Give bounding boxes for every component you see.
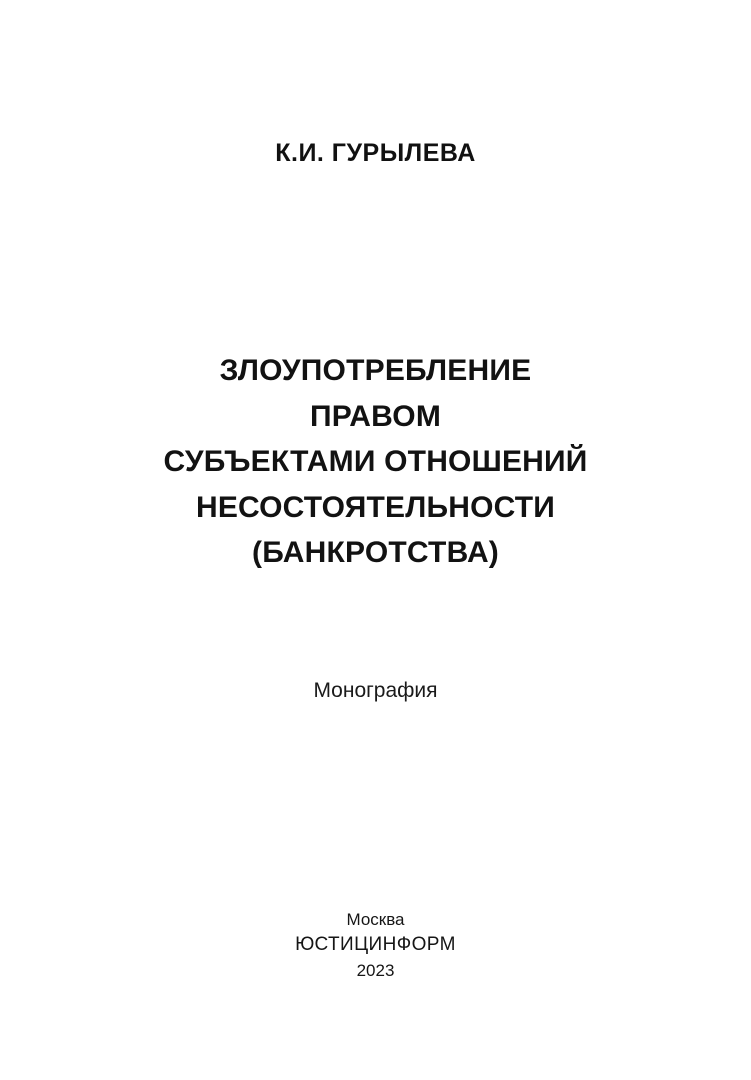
book-title: [0, 348, 751, 576]
title-line: ПРАВОМ: [309, 399, 442, 433]
title-line: ЗЛОУПОТРЕБЛЕНИЕ: [219, 354, 532, 387]
title-line: СУБЪЕКТАМИ ОТНОШЕНИЙ: [163, 445, 588, 479]
author-name: К.И. ГУРЫЛЕВА: [275, 139, 476, 167]
imprint-year: 2023: [356, 961, 395, 981]
title-line: (БАНКРОТСТВА): [252, 536, 499, 570]
document-type-subtitle: Монография: [313, 679, 438, 702]
imprint-block: [0, 908, 751, 983]
imprint-city: Москва: [346, 910, 405, 929]
title-line: НЕСОСТОЯТЕЛЬНОСТИ: [195, 490, 556, 524]
imprint-publisher: ЮСТИЦИНФОРМ: [295, 934, 456, 956]
